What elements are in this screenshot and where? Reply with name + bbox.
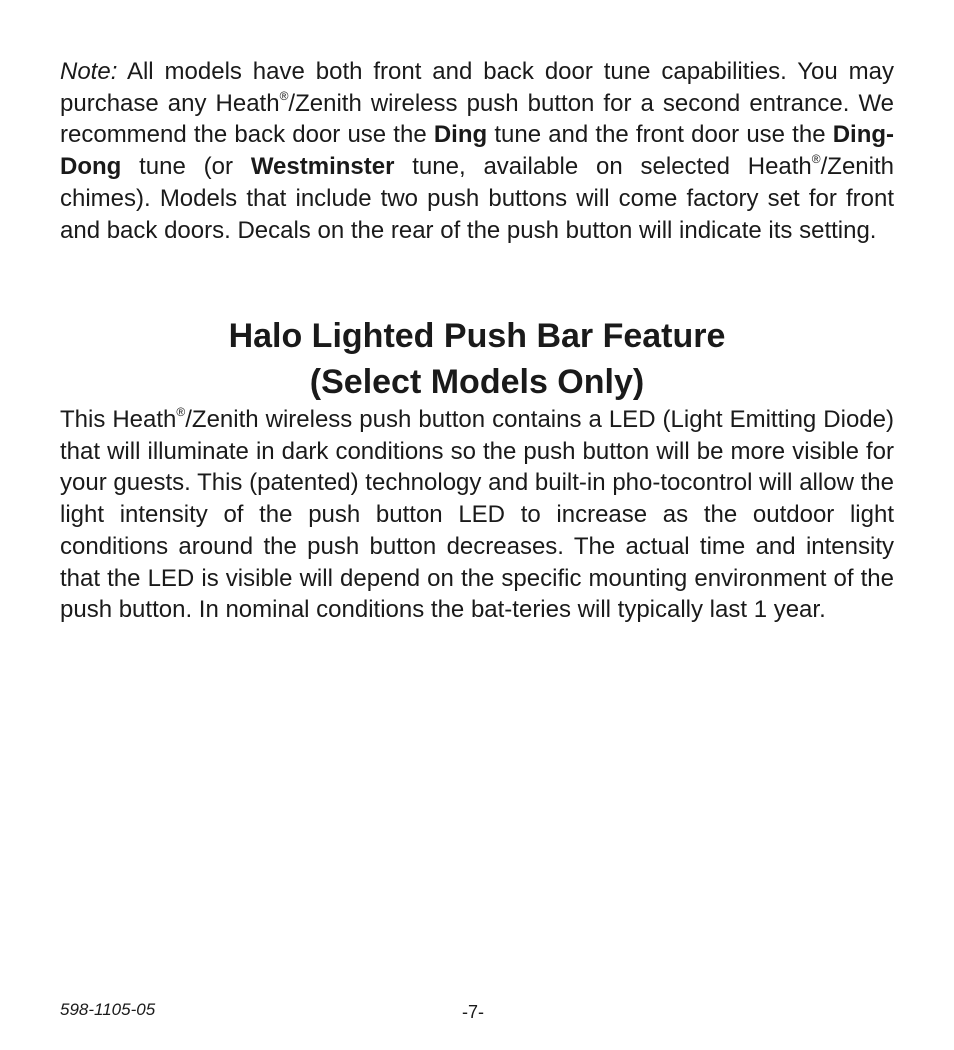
note-text-4: tune (or: [121, 153, 251, 181]
document-code: 598-1105-05: [60, 1000, 156, 1019]
ding-term: Ding: [433, 121, 488, 149]
heading-line-2: (Select Models Only): [309, 363, 645, 401]
registered-mark: ®: [176, 405, 186, 419]
heading-line-1: Halo Lighted Push Bar Feature: [228, 317, 726, 355]
note-text-1: All models have both front and back door tune capabilities. You may purchase any Heath: [60, 58, 894, 117]
note-text-5: tune, available on selected Heath: [394, 153, 812, 181]
halo-text-2: /Zenith wireless push button contains a LED (Light Emitting Diode) that will illuminate in dark conditions so the push button will be more visible for your guests. This (patented) technology and built-in pho-tocontrol will allow the light intensity of the push button LED to increase as the outdoor light conditions around the push button decreases. The actual time and intensity that the LED is visible will depend on the specific mounting environment of the push button. In nominal conditions the bat-teries will typically last 1 year.: [60, 406, 894, 624]
note-text-3: tune and the front door use the: [487, 121, 833, 149]
note-paragraph: [60, 56, 894, 246]
halo-paragraph: [60, 404, 894, 626]
ding-dong-term: Ding-Dong: [60, 121, 895, 181]
registered-mark: ®: [811, 152, 821, 167]
page-number: -7-: [462, 1002, 484, 1022]
halo-text-1: This Heath: [60, 406, 177, 433]
note-label: Note:: [60, 58, 118, 85]
registered-mark: ®: [279, 88, 289, 103]
note-text-2: /Zenith wireless push button for a second entrance. We recommend the back door use the: [60, 89, 895, 149]
section-heading: [60, 313, 894, 405]
westminster-term: Westminster: [250, 153, 395, 181]
note-text-6: /Zenith chimes). Models that include two push buttons will come factory set for front and back doors. Decals on the rear of the push button will indicate its setting.: [60, 153, 894, 244]
